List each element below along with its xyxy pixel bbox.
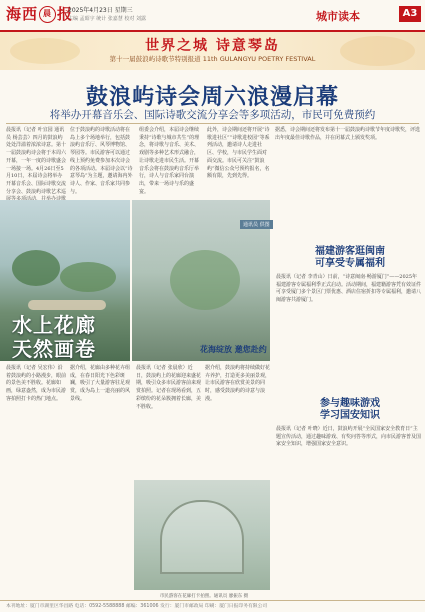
logo-text: 海西 <box>6 5 39 23</box>
bottom-column-3: 晨报讯（记者 张晨欣）近日，鼓浪屿上的花廊迎来盛花期，吸引众多市民游客前来观赏拍照。记者在现场看到，五彩缤纷的花朵簇拥着长廊，美不胜收。 <box>136 365 202 410</box>
logo-seal-icon: 晨 <box>39 6 56 23</box>
newspaper-logo[interactable] <box>6 3 73 24</box>
right-story-2-heading-line1: 参与趣味游戏 <box>320 398 380 409</box>
photo-caption-headline: 花海绽放 邀您赴约 <box>200 345 267 354</box>
right-story-2-heading-line2: 学习国安知识 <box>320 410 380 421</box>
photo-credit-tag: 通讯员 供图 <box>240 220 273 229</box>
article-column-3: 组委会介绍，本届诗会继续秉持“诗歌与城市共生”的理念，将诗歌与音乐、美术、戏剧等多种艺术形式融合，让诗歌走进市民生活。开幕音乐会将在鼓浪屿音乐厅举行，诗人与音乐家同台演出，带来一场诗与乐的盛宴。 <box>139 127 200 195</box>
footer-text: 本刊地址：厦门市湖里区华昌路 电话：0592-5588888 邮编：361006 发行：厦门市邮政局 印刷：厦门日报印务有限公司 <box>6 604 268 609</box>
sub-headline: 将举办开幕音乐会、国际诗歌交流分享会等多项活动，市民可免费预约 <box>49 109 376 121</box>
photo-tree-shape-2 <box>60 262 116 292</box>
right-story-1-body: 晨报讯（记者 李青山）日前，“诗意闽南·畅游厦门”——2025年福建游客专属福利季正式启动。活动期间，福建籍游客凭有效证件可享受厦门多个景区门票优惠、酒店住宿折扣等专属福利，邀请八闽游客共游厦门。 <box>276 274 422 304</box>
photo-title-line-1: 水上花廊 <box>12 313 96 337</box>
dateline: 2025年4月23日 星期三 <box>68 7 133 14</box>
right-story-1-heading-line2: 可享受专属福利 <box>315 258 385 269</box>
main-headline: 鼓浪屿诗会周六浪漫启幕 <box>85 85 339 110</box>
photo-tree-shape <box>12 250 60 286</box>
right-story-2-body: 晨报讯（记者 叶晓）近日，鼓浪屿开展“全民国家安全教育日”主题宣传活动，通过趣味游戏、有奖问答等形式，向市民游客普及国家安全知识，增强国家安全意识。 <box>276 426 422 448</box>
article-column-2: 位于鼓浪屿的诗歌活动将在岛上多个场地举行，包括鼓浪屿音乐厅、风琴博物馆、琴园等。市民游客可以通过线上预约免费参加本次诗会的各项活动。本届诗会以“诗意琴岛”为主题，邀请海内外诗人、作家、音乐家共同参与。 <box>70 127 133 195</box>
bottom-column-2: 据介绍，花廊由多种花卉组成，在春日阳光下色彩斑斓，吸引了大量游客驻足观赏，成为岛上一道亮丽的风景线。 <box>70 365 131 402</box>
right-story-2 <box>276 398 422 422</box>
photo-arch-shape <box>160 500 244 574</box>
banner-title: 世界之城 诗意琴岛 <box>145 38 280 54</box>
photo-title-line-2: 天然画卷 <box>12 337 96 361</box>
article-column-5: 据悉，诗会期间还将发布第十一届鼓浪屿诗歌节年度诗歌奖，评选出年度最佳诗歌作品，并在闭幕式上颁发奖项。 <box>275 127 421 141</box>
page-footer <box>0 600 425 612</box>
bottom-column-1: 晨报讯（记者 吴宏伟）沿着鼓浪屿的小路漫步，眼前的景色美不胜收。花廊如画，绿意盎然，成为市民游客拍照打卡的热门地点。 <box>6 365 67 402</box>
right-story-1 <box>276 246 422 270</box>
logo-text-end: 报 <box>57 5 74 23</box>
editor-credits: 主编 孟昭宇 统计 张嘉慧 校对 刘露 <box>68 16 146 22</box>
bottom-photo-caption: 市民游客在花廊打卡拍照。通讯员 廖振东 摄 <box>159 594 249 599</box>
divider <box>6 123 419 124</box>
banner-subtitle: 第十一届鼓浪屿诗歌节特别报道 11th GULANGYU POETRY FESTIVAL <box>109 55 316 63</box>
article-column-1: 晨报讯（记者 叶宜园 通讯员 杨芸芸）四月的鼓浪屿处处洋溢着浓浓诗意。第十一届鼓浪屿诗会将于本周六开幕，一年一度的诗歌盛会一场接一场。4月26日至5月10日，本届诗会将举办开幕音乐会、国际诗歌交流分享会、鼓浪屿诗歌艺术巡 <box>6 127 67 195</box>
bottom-column-4: 据介绍，鼓浪屿将持续做好花卉养护，打造更多美丽景观，让市民游客在欣赏美景的同时，感受鼓浪屿的诗意与浪漫。 <box>205 365 271 402</box>
photo-foliage <box>170 250 240 310</box>
photo-walkway <box>28 300 106 310</box>
section-name: 城市读本 <box>316 10 360 23</box>
right-story-1-heading-line1: 福建游客逛闽南 <box>315 246 385 257</box>
article-column-4: 此外，诗会期间还将开展“诗歌进社区”“诗歌进校园”等系列活动，邀请诗人走进社区、学校，与市民学生面对面交流。市民可关注“鼓浪屿”微信公众号预约报名，名额有限，先到先得。 <box>207 127 270 180</box>
page-number: A3 <box>399 6 421 22</box>
photo-title <box>12 313 96 361</box>
